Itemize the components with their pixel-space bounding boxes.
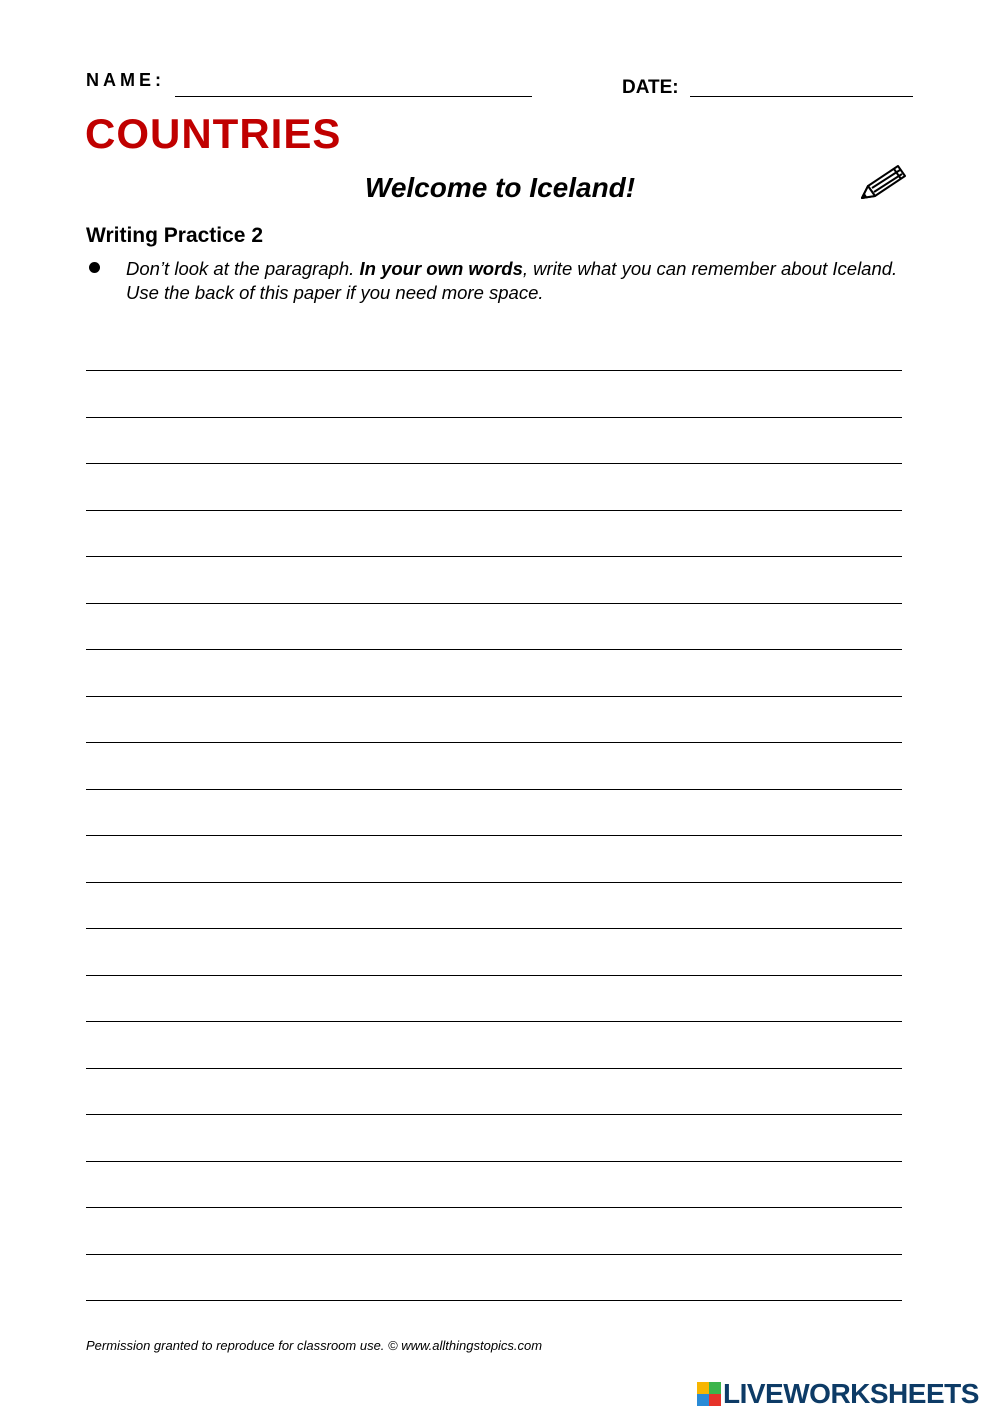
brand-logo-icon [697,1382,721,1406]
writing-line[interactable] [86,928,902,929]
brand-logo-square [709,1382,721,1394]
writing-line[interactable] [86,1161,902,1162]
date-label: DATE: [622,77,679,98]
writing-line[interactable] [86,882,902,883]
instruction-part2: , write what you can remember about Iceland. Use the back of this paper if you need more space. [126,258,898,303]
instruction-bold: In your own words [359,258,523,279]
writing-line[interactable] [86,510,902,511]
writing-line[interactable] [86,603,902,604]
pencil-icon [858,160,910,204]
instruction-text [126,257,916,305]
writing-line[interactable] [86,789,902,790]
writing-line[interactable] [86,1068,902,1069]
writing-line[interactable] [86,1207,902,1208]
writing-line[interactable] [86,975,902,976]
page-title: COUNTRIES [85,110,342,157]
writing-line[interactable] [86,696,902,697]
brand-logo-square [697,1382,709,1394]
date-field[interactable] [690,96,913,97]
writing-line[interactable] [86,417,902,418]
bullet-icon [89,262,100,273]
brand-text: LIVEWORKSHEETS [723,1378,979,1409]
writing-line[interactable] [86,556,902,557]
name-label: NAME: [86,70,165,90]
writing-line[interactable] [86,463,902,464]
writing-line[interactable] [86,1254,902,1255]
writing-line[interactable] [86,370,902,371]
brand [697,1378,979,1410]
writing-line[interactable] [86,742,902,743]
instruction-part1: Don’t look at the paragraph. [126,258,360,279]
page-subtitle: Welcome to Iceland! [364,172,636,203]
section-heading: Writing Practice 2 [86,224,264,247]
writing-line[interactable] [86,835,902,836]
writing-line[interactable] [86,1300,902,1301]
brand-logo-square [697,1394,709,1406]
writing-area[interactable] [86,370,902,1347]
writing-line[interactable] [86,1021,902,1022]
writing-line[interactable] [86,649,902,650]
brand-logo-square [709,1394,721,1406]
name-field[interactable] [175,96,532,97]
writing-line[interactable] [86,1114,902,1115]
footer-permission: Permission granted to reproduce for classroom use. © www.allthingstopics.com [86,1338,543,1353]
